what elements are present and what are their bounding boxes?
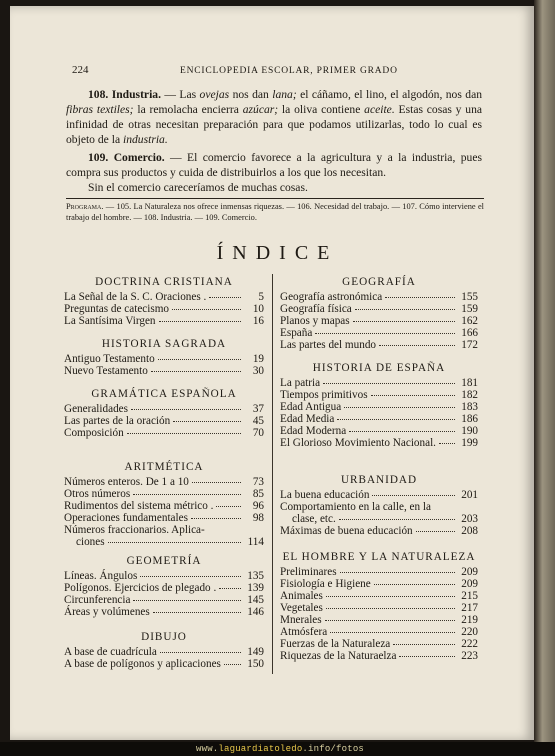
index-entry <box>64 315 264 327</box>
index-entry-page: 183 <box>461 401 478 413</box>
index-entry-label: Las partes de la oración <box>64 415 171 427</box>
index-entry <box>64 488 264 500</box>
paragraph-last-line: Sin el comercio careceríamos de muchas cosas. <box>88 181 308 194</box>
index-entry-label: Composición <box>64 427 124 439</box>
index-entry-page: 219 <box>461 614 478 626</box>
dot-leader <box>315 333 455 334</box>
index-entry <box>280 377 478 389</box>
index-entry-page: 149 <box>247 646 264 658</box>
index-entry-label: Geografía física <box>280 303 352 315</box>
index-section <box>64 553 264 618</box>
index-entry <box>280 626 478 638</box>
index-entry-label: La Señal de la S. C. Oraciones . <box>64 291 207 303</box>
index-section <box>64 459 264 548</box>
index-entry-page: 190 <box>461 425 478 437</box>
index-entry <box>280 525 478 537</box>
page-number: 224 <box>72 64 89 76</box>
dot-leader <box>325 620 455 621</box>
index-section <box>280 472 478 537</box>
book-spine <box>534 0 555 756</box>
index-entry <box>280 389 478 401</box>
index-entry <box>280 578 478 590</box>
index-entry-page: 209 <box>461 578 478 590</box>
dot-leader <box>439 443 455 444</box>
italic-term: lana; <box>272 88 297 101</box>
index-entry <box>64 646 264 658</box>
index-entry <box>280 489 478 501</box>
index-entry <box>280 401 478 413</box>
dot-leader <box>133 494 241 495</box>
index-entry-page: 10 <box>252 303 264 315</box>
index-entry-label: Preliminares <box>280 566 337 578</box>
index-entry-page: 16 <box>252 315 264 327</box>
dot-leader <box>108 542 241 543</box>
index-entry-label: A base de polígonos y aplicaciones <box>64 658 221 670</box>
dot-leader <box>326 608 455 609</box>
dot-leader <box>355 309 455 310</box>
paragraph-heading: Industria. <box>111 88 161 101</box>
dot-leader <box>133 600 241 601</box>
dot-leader <box>349 431 455 432</box>
index-entry-label: Antiguo Testamento <box>64 353 155 365</box>
dot-leader <box>172 309 241 310</box>
watermark-credit <box>196 744 364 754</box>
index-entry <box>64 606 264 618</box>
index-entry <box>280 566 478 578</box>
index-entry <box>64 427 264 439</box>
index-entry-label: Comportamiento en la calle, en la <box>280 501 431 513</box>
index-section <box>64 386 264 439</box>
index-entry-label: Líneas. Ángulos <box>64 570 138 582</box>
dot-leader <box>127 433 241 434</box>
text-run: el cáñamo, el lino, el algodón, nos dan <box>296 88 483 101</box>
dot-leader <box>379 345 455 346</box>
index-entry <box>64 512 264 524</box>
dot-leader <box>140 576 241 577</box>
index-entry-page: 166 <box>461 327 478 339</box>
index-entry-label: clase, etc. <box>292 513 336 525</box>
index-entry-page: 70 <box>252 427 264 439</box>
index-entry <box>64 594 264 606</box>
text-run: — El comercio favorece a la agricultura y a la industria, pues compra sus productos y cuida de distribuirlos a los que los necesitan. <box>66 151 482 179</box>
index-entry-label: Preguntas de catecismo <box>64 303 170 315</box>
dot-leader <box>219 588 241 589</box>
dot-leader <box>192 482 241 483</box>
dot-leader <box>416 531 455 532</box>
index-section <box>280 274 478 351</box>
index-entry-label: Fuerzas de la Naturaleza <box>280 638 391 650</box>
index-entry-label: Tiempos primitivos <box>280 389 368 401</box>
index-entry-page: 85 <box>252 488 264 500</box>
index-entry <box>280 614 478 626</box>
index-entry-page: 223 <box>461 650 478 662</box>
index-section <box>280 549 478 662</box>
index-entry <box>64 291 264 303</box>
index-entry-label: Fisiología e Higiene <box>280 578 371 590</box>
index-entry-page: 162 <box>461 315 478 327</box>
index-entry <box>280 650 478 662</box>
dot-leader <box>158 359 241 360</box>
index-entry-label: Números fraccionarios. Aplica- <box>64 524 205 536</box>
index-section-title: DIBUJO <box>141 631 187 643</box>
index-entry-label: Las partes del mundo <box>280 339 377 351</box>
italic-term: fibras textiles; <box>66 103 134 116</box>
programa-footnote <box>66 201 484 223</box>
dot-leader <box>374 584 455 585</box>
index-entry-label: A base de cuadrícula <box>64 646 157 658</box>
index-section-title: ARITMÉTICA <box>124 461 204 473</box>
credit-text: .info/fotos <box>302 744 365 754</box>
paragraph-number: 108. <box>88 88 109 101</box>
dot-leader <box>216 506 241 507</box>
index-section-title: HISTORIA DE ESPAÑA <box>312 362 446 374</box>
index-entry <box>280 638 478 650</box>
index-entry-page: 220 <box>461 626 478 638</box>
index-entry-label: Máximas de buena educación <box>280 525 413 537</box>
dot-leader <box>323 383 455 384</box>
index-entry-page: 145 <box>247 594 264 606</box>
dot-leader <box>337 419 455 420</box>
index-entry <box>280 327 478 339</box>
index-entry-label: Planos y mapas <box>280 315 350 327</box>
index-entry-label: Edad Moderna <box>280 425 347 437</box>
index-entry <box>64 500 264 512</box>
index-entry-page: 114 <box>247 536 264 548</box>
paragraph-109 <box>66 150 482 195</box>
index-entry-page: 155 <box>461 291 478 303</box>
dot-leader <box>340 572 455 573</box>
index-entry-page: 217 <box>461 602 478 614</box>
dot-leader <box>209 297 241 298</box>
dot-leader <box>326 596 455 597</box>
index-entry-page: 5 <box>258 291 264 303</box>
index-entry <box>64 415 264 427</box>
index-entry-page: 37 <box>252 403 264 415</box>
dot-leader <box>353 321 455 322</box>
index-entry <box>64 403 264 415</box>
index-entry-label: El Glorioso Movimiento Nacional. <box>280 437 436 449</box>
text-run: la remolacha encierra <box>133 103 243 116</box>
index-section <box>64 274 264 327</box>
dot-leader <box>224 664 241 665</box>
text-run: — Las <box>161 88 200 101</box>
index-entry <box>64 353 264 365</box>
dot-leader <box>344 407 455 408</box>
index-entry-page: 159 <box>461 303 478 315</box>
dot-leader <box>371 395 455 396</box>
index-entry-label: Generalidades <box>64 403 128 415</box>
index-entry <box>64 476 264 488</box>
index-entry-page: 208 <box>461 525 478 537</box>
dot-leader <box>159 321 241 322</box>
dot-leader <box>399 656 455 657</box>
paragraph-108 <box>66 87 482 147</box>
index-entry <box>64 524 264 536</box>
index-entry-label: Polígonos. Ejercicios de plegado . <box>64 582 217 594</box>
index-entry-page: 172 <box>461 339 478 351</box>
dot-leader <box>372 495 455 496</box>
index-entry-page: 203 <box>461 513 478 525</box>
index-entry-page: 215 <box>461 590 478 602</box>
index-entry-page: 19 <box>252 353 264 365</box>
italic-term: industria. <box>122 133 168 146</box>
index-entry-page: 73 <box>252 476 264 488</box>
index-entry <box>64 570 264 582</box>
index-entry-page: 209 <box>461 566 478 578</box>
index-section-title: GEOGRAFÍA <box>342 276 416 288</box>
dot-leader <box>191 518 241 519</box>
index-section <box>64 336 264 377</box>
programa-label: Programa. <box>66 202 104 211</box>
index-entry-page: 30 <box>252 365 264 377</box>
dot-leader <box>393 644 455 645</box>
index-section-title: DOCTRINA CRISTIANA <box>95 276 233 288</box>
index-entry-label: Circunferencia <box>64 594 131 606</box>
index-entry <box>280 339 478 351</box>
index-entry-label: La patria <box>280 377 321 389</box>
index-entry <box>280 602 478 614</box>
index-title: ÍNDICE <box>216 242 339 264</box>
index-entry-label: Rudimentos del sistema métrico . <box>64 500 214 512</box>
index-entry-label: Edad Media <box>280 413 335 425</box>
credit-highlight: laguardiatoledo <box>218 744 303 754</box>
horizontal-rule <box>66 198 484 199</box>
dot-leader <box>330 632 455 633</box>
index-entry-label: Nuevo Testamento <box>64 365 148 377</box>
text-run: nos dan <box>229 88 273 101</box>
index-entry-page: 139 <box>247 582 264 594</box>
index-entry-label: Riquezas de la Naturaelza <box>280 650 397 662</box>
index-entry-label: La Santísima Virgen <box>64 315 156 327</box>
index-section-title: URBANIDAD <box>340 474 418 486</box>
index-entry-label: Animales <box>280 590 323 602</box>
credit-text: www. <box>196 744 219 754</box>
index-entry-page: 146 <box>247 606 264 618</box>
dot-leader <box>339 519 455 520</box>
index-section <box>280 360 478 449</box>
index-entry-label: Edad Antigua <box>280 401 342 413</box>
index-entry-page: 98 <box>252 512 264 524</box>
index-entry-page: 186 <box>461 413 478 425</box>
index-section-title: GEOMETRÍA <box>126 555 202 567</box>
index-entry-label: Geografía astronómica <box>280 291 383 303</box>
index-entry-label: Atmósfera <box>280 626 328 638</box>
index-section-title: GRAMÁTICA ESPAÑOLA <box>91 388 237 400</box>
index-entry <box>64 582 264 594</box>
index-entry-label: La buena educación <box>280 489 370 501</box>
italic-term: aceite. <box>364 103 395 116</box>
dot-leader <box>160 652 241 653</box>
index-entry-page: 182 <box>461 389 478 401</box>
index-entry-label: Operaciones fundamentales <box>64 512 188 524</box>
index-entry <box>280 590 478 602</box>
index-entry-page: 222 <box>461 638 478 650</box>
index-entry <box>280 291 478 303</box>
index-section-title: HISTORIA SAGRADA <box>101 338 227 350</box>
index-entry-page: 45 <box>252 415 264 427</box>
dot-leader <box>385 297 455 298</box>
text-run: Estas cosas y una infinidad de otras necesitan preparación para que podamos utilizarlas, todo lo cual es objeto de la <box>66 103 483 146</box>
index-entry-page: 201 <box>461 489 478 501</box>
index-entry-page: 135 <box>247 570 264 582</box>
index-entry-page: 199 <box>461 437 478 449</box>
dot-leader <box>173 421 241 422</box>
index-entry <box>280 303 478 315</box>
index-entry-label: Vegetales <box>280 602 323 614</box>
index-entry-label: Números enteros. De 1 a 10 <box>64 476 189 488</box>
index-entry-label: España <box>280 327 313 339</box>
running-title: ENCICLOPEDIA ESCOLAR, PRIMER GRADO <box>180 66 398 76</box>
dot-leader <box>131 409 241 410</box>
index-entry-label: Áreas y volúmenes <box>64 606 150 618</box>
paragraph-heading: Comercio. <box>113 151 165 164</box>
index-entry-page: 150 <box>247 658 264 670</box>
index-entry <box>280 425 478 437</box>
index-section-title: EL HOMBRE Y LA NATURALEZA <box>282 551 476 563</box>
index-entry <box>64 365 264 377</box>
index-entry-page: 181 <box>461 377 478 389</box>
index-entry <box>280 501 478 513</box>
dot-leader <box>151 371 241 372</box>
dot-leader <box>153 612 241 613</box>
index-entry-label: Otros números <box>64 488 131 500</box>
text-run: la oliva contiene <box>278 103 365 116</box>
italic-term: ovejas <box>199 88 230 101</box>
index-entry-label: Mnerales <box>280 614 322 626</box>
index-entry <box>280 315 478 327</box>
column-divider <box>272 274 273 674</box>
index-entry <box>64 536 264 548</box>
index-entry <box>280 413 478 425</box>
index-entry <box>280 437 478 449</box>
index-entry <box>64 303 264 315</box>
index-entry <box>280 513 478 525</box>
index-entry-page: 96 <box>252 500 264 512</box>
index-entry <box>64 658 264 670</box>
paragraph-number: 109. <box>88 151 109 164</box>
index-section <box>64 629 264 670</box>
index-entry-label: ciones <box>76 536 105 548</box>
programa-text: — 105. La Naturaleza nos ofrece inmensas riquezas. — 106. Necesidad del trabajo. — 107. Cómo interviene el trabajo del hombre. — 108. Industria. — 109. Comercio. <box>66 202 484 222</box>
italic-term: azúcar; <box>242 103 279 116</box>
